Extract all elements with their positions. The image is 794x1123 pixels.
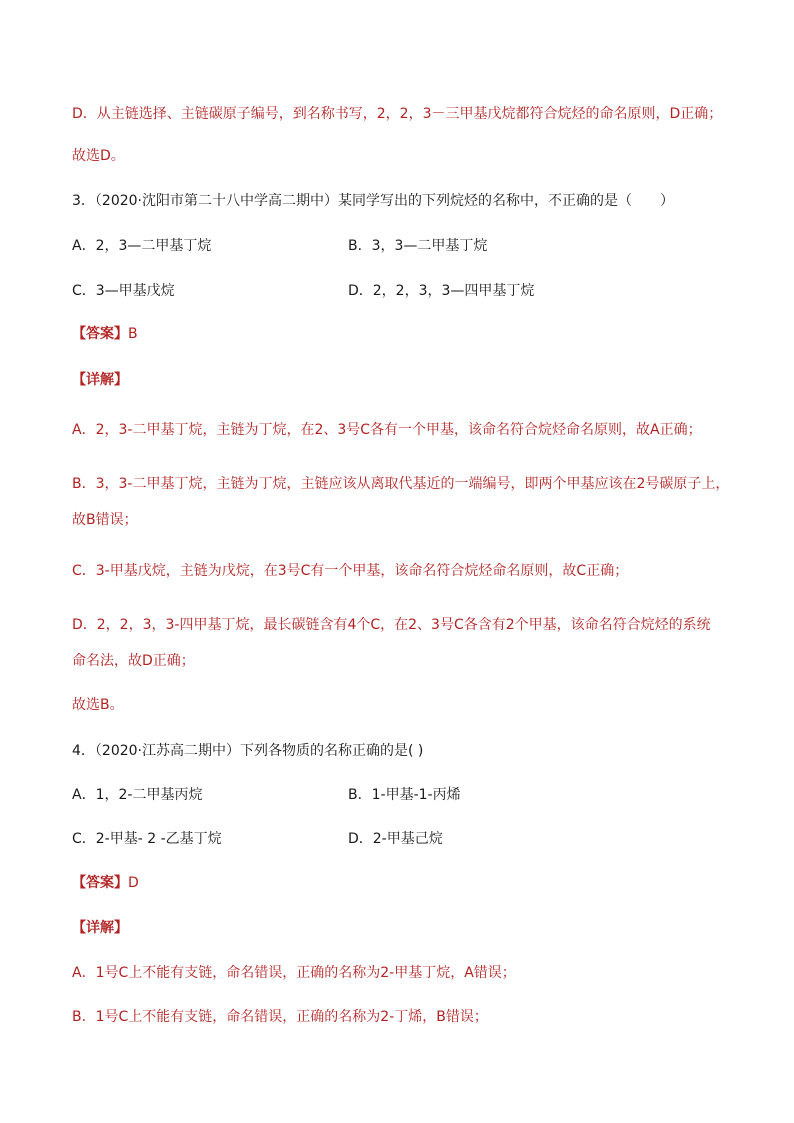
prev-conclusion: 故选D。 bbox=[72, 148, 125, 164]
q3-explain-d-line1: D．2，2，3，3-四甲基丁烷，最长碳链含有4个C，在2、3号C各含有2个甲基，该命名符合烷烃的系统 bbox=[72, 617, 711, 633]
q3-answer bbox=[72, 324, 732, 344]
q3-stem: 3．（2020·沈阳市第二十八中学高二期中）某同学写出的下列烷烃的名称中，不正确的是（ ） bbox=[72, 193, 674, 209]
q4-detail-label: 【详解】 bbox=[72, 920, 128, 936]
q3-answer-label: 【答案】 bbox=[72, 326, 128, 342]
q3-explain-c: C．3-甲基戊烷，主链为戊烷，在3号C有一个甲基，该命名符合烷烃命名原则，故C正确； bbox=[72, 563, 629, 579]
prev-option-d-explanation: D．从主链选择、主链碳原子编号，到名称书写，2，2，3－三甲基戊烷都符合烷烃的命名原则，D正确； bbox=[72, 106, 723, 122]
q3-conclusion: 故选B。 bbox=[72, 697, 124, 713]
q4-answer bbox=[72, 873, 732, 893]
q3-explain-b-line2: 故B错误； bbox=[72, 512, 138, 528]
q4-option-a: A．1，2-二甲基丙烷 bbox=[72, 787, 203, 803]
q4-answer-value: D bbox=[128, 875, 139, 891]
q3-explain-a: A．2，3-二甲基丁烷，主链为丁烷，在2、3号C各有一个甲基，该命名符合烷烃命名原则，故A正确； bbox=[72, 422, 702, 438]
q4-option-c: C．2-甲基- 2 -乙基丁烷 bbox=[72, 831, 222, 847]
q4-explain-a: A．1号C上不能有支链，命名错误，正确的名称为2-甲基丁烷，A错误； bbox=[72, 965, 516, 981]
q3-answer-value: B bbox=[128, 326, 138, 342]
q3-detail-label: 【详解】 bbox=[72, 372, 128, 388]
q4-option-b: B．1-甲基-1-丙烯 bbox=[348, 787, 461, 803]
q3-option-c: C．3—甲基戊烷 bbox=[72, 283, 175, 299]
q4-answer-label: 【答案】 bbox=[72, 875, 128, 891]
q4-stem: 4．（2020·江苏高二期中）下列各物质的名称正确的是( ) bbox=[72, 743, 424, 759]
q4-option-d: D．2-甲基己烷 bbox=[348, 831, 443, 847]
q3-option-d: D．2，2，3，3—四甲基丁烷 bbox=[348, 283, 535, 299]
q4-explain-b: B．1号C上不能有支链，命名错误，正确的名称为2-丁烯，B错误； bbox=[72, 1009, 488, 1025]
q3-option-b: B．3，3—二甲基丁烷 bbox=[348, 238, 488, 254]
q3-explain-d-line2: 命名法，故D正确； bbox=[72, 653, 195, 669]
q3-explain-b-line1: B．3，3-二甲基丁烷，主链为丁烷，主链应该从离取代基近的一端编号，即两个甲基应该在2号碳原子上， bbox=[72, 476, 730, 492]
q3-option-a: A．2，3—二甲基丁烷 bbox=[72, 238, 212, 254]
